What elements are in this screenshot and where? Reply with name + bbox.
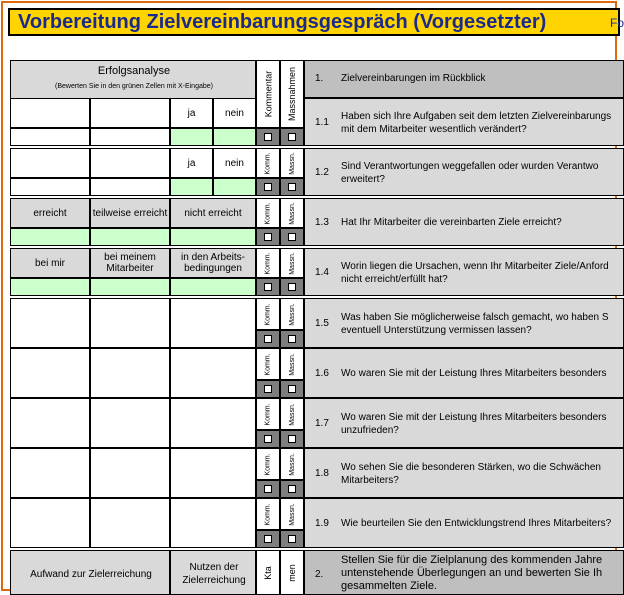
question-row-1 (304, 60, 624, 98)
question-number: 1.9 (315, 518, 329, 529)
question-text: Worin liegen die Ursachen, wenn Ihr Mitarbeiter Ziele/Anford (341, 261, 609, 272)
green-input-bei-mitarbeiter[interactable] (90, 278, 170, 296)
question-number: 1.5 (315, 318, 329, 329)
question-text: Wie beurteilen Sie den Entwicklungstrend Ihres Mitarbeiters? (341, 518, 612, 529)
aufwand-label: Aufwand zur Zielerreichung (30, 569, 152, 580)
question-text-line2: erweitert? (341, 174, 385, 185)
question-text-line2: untenstehende Überlegungen an und bewerten Sie Ih (341, 567, 603, 579)
question-text: Hat Ihr Mitarbeiter die vereinbarten Ziele erreicht? (341, 217, 562, 228)
komm-label: Komm. (256, 198, 280, 228)
question-text: Sind Verantwortungen weggefallen oder wurden Verantwo (341, 161, 599, 172)
massnahmen-checkbox[interactable] (280, 178, 304, 196)
question-row-1-3 (304, 198, 624, 246)
title-bar (8, 8, 624, 36)
input-cell[interactable] (10, 128, 90, 146)
kommentar-checkbox[interactable] (256, 330, 280, 348)
question-number: 1.6 (315, 368, 329, 379)
komm-label: Komm. (256, 248, 280, 278)
kommentar-checkbox[interactable] (256, 128, 280, 146)
komm-label: Komm. (256, 348, 280, 380)
empty-cell (10, 148, 90, 178)
teilweise-erreicht-label: teilweise erreicht (90, 198, 170, 228)
komm-label: Komm. (256, 148, 280, 178)
question-number: 1.1 (315, 117, 329, 128)
question-row-9 (304, 498, 624, 548)
komm-label: Komm. (256, 448, 280, 480)
nicht-erreicht-label: nicht erreicht (170, 198, 256, 228)
massn-label: Massn. (280, 498, 304, 530)
massn-label: Massn. (280, 448, 304, 480)
erreicht-label: erreicht (10, 198, 90, 228)
question-text: Haben sich Ihre Aufgaben seit dem letzten Zielvereinbarungs (341, 111, 612, 122)
green-input-arbeitsbedingungen[interactable] (170, 278, 256, 296)
massnahmen-checkbox[interactable] (280, 278, 304, 296)
input-cell[interactable] (90, 348, 170, 398)
kommentar-checkbox[interactable] (256, 228, 280, 246)
question-row-1-1 (304, 98, 624, 146)
komm-label: Komm. (256, 498, 280, 530)
massn-label: Massn. (280, 148, 304, 178)
question-text-line3: gesammelten Ziele. (341, 580, 437, 592)
input-cell[interactable] (10, 448, 90, 498)
question-number: 2. (315, 569, 324, 580)
input-cell[interactable] (90, 178, 170, 196)
input-cell[interactable] (90, 298, 170, 348)
question-number: 1.3 (315, 217, 329, 228)
empty-cell (90, 98, 170, 128)
empty-cell (10, 98, 90, 128)
kommentar-checkbox[interactable] (256, 178, 280, 196)
green-input-nein[interactable] (213, 128, 256, 146)
input-cell[interactable] (170, 498, 256, 548)
massnahmen-label-row2: men (280, 550, 304, 595)
nutzen-label: Nutzen der Zielerreichung (182, 562, 246, 586)
input-cell[interactable] (90, 128, 170, 146)
input-cell[interactable] (170, 398, 256, 448)
komm-label: Komm. (256, 298, 280, 330)
question-text-line2: eventuell Unterstützung vermissen lassen? (341, 325, 532, 336)
bei-mitarbeiter-label: bei meinem Mitarbeiter (90, 248, 170, 278)
question-text: Wo waren Sie mit der Leistung Ihres Mitarbeiters besonders (341, 412, 607, 423)
nutzen-cell (170, 550, 256, 595)
input-cell[interactable] (10, 398, 90, 448)
question-row-1-2 (304, 148, 624, 196)
question-text: Stellen Sie für die Zielplanung des kommenden Jahre (341, 554, 603, 566)
input-cell[interactable] (90, 498, 170, 548)
analysis-title: Erfolgsanalyse (97, 65, 171, 77)
green-input-ja[interactable] (170, 178, 213, 196)
kommentar-checkbox[interactable] (256, 278, 280, 296)
massnahmen-checkbox[interactable] (280, 430, 304, 448)
nein-label: nein (213, 148, 256, 178)
input-cell[interactable] (10, 498, 90, 548)
empty-cell (90, 148, 170, 178)
input-cell[interactable] (10, 298, 90, 348)
question-row-8 (304, 448, 624, 498)
green-input-nicht-erreicht[interactable] (170, 228, 256, 246)
massnahmen-checkbox[interactable] (280, 530, 304, 548)
kommentar-checkbox[interactable] (256, 380, 280, 398)
title-right-text: Fo (610, 16, 624, 30)
bei-mir-label: bei mir (10, 248, 90, 278)
massnahmen-checkbox[interactable] (280, 228, 304, 246)
question-number: 1.4 (315, 267, 329, 278)
nein-label: nein (213, 98, 256, 128)
question-text-line2: nicht erreicht/erfüllt hat? (341, 274, 448, 285)
input-cell[interactable] (170, 298, 256, 348)
input-cell[interactable] (170, 348, 256, 398)
question-text-line2: mit dem Mitarbeiter wesentlich verändert? (341, 124, 527, 135)
page-title: Vorbereitung Zielvereinbarungsgespräch (Vorgesetzter) (18, 11, 547, 33)
question-row-6 (304, 348, 624, 398)
kommentar-label-row2: Kta (256, 550, 280, 595)
green-input-ja[interactable] (170, 128, 213, 146)
green-input-nein[interactable] (213, 178, 256, 196)
question-text: Zielvereinbarungen im Rückblick (341, 73, 486, 84)
massn-label: Massn. (280, 298, 304, 330)
massnahmen-checkbox[interactable] (280, 330, 304, 348)
input-cell[interactable] (90, 398, 170, 448)
input-cell[interactable] (170, 448, 256, 498)
question-text: Was haben Sie möglicherweise falsch gemacht, wo haben S (341, 312, 609, 323)
ja-label: ja (170, 98, 213, 128)
massnahmen-checkbox[interactable] (280, 480, 304, 498)
input-cell[interactable] (10, 348, 90, 398)
question-row-7 (304, 398, 624, 448)
komm-label: Komm. (256, 398, 280, 430)
green-input-teilweise[interactable] (90, 228, 170, 246)
input-cell[interactable] (90, 448, 170, 498)
massn-label: Massn. (280, 198, 304, 228)
question-text-line2: Mitarbeiters? (341, 475, 399, 486)
green-input-bei-mir[interactable] (10, 278, 90, 296)
green-input-erreicht[interactable] (10, 228, 90, 246)
question-text: Wo waren Sie mit der Leistung Ihres Mitarbeiters besonders (341, 368, 607, 379)
massn-label: Massn. (280, 348, 304, 380)
kommentar-checkbox[interactable] (256, 430, 280, 448)
column-header-kommentar: Kommentar (256, 60, 280, 128)
ja-label: ja (170, 148, 213, 178)
aufwand-cell (10, 550, 170, 595)
kommentar-checkbox[interactable] (256, 530, 280, 548)
question-row-2 (304, 550, 624, 595)
question-number: 1. (315, 73, 324, 84)
analysis-subtitle: (Bewerten Sie in den grünen Zellen mit X-Eingabe) (55, 83, 213, 90)
question-number: 1.7 (315, 418, 329, 429)
kommentar-checkbox[interactable] (256, 480, 280, 498)
input-cell[interactable] (10, 178, 90, 196)
question-text: Wo sehen Sie die besonderen Stärken, wo die Schwächen (341, 462, 601, 473)
question-row-1-4 (304, 248, 624, 296)
massn-label: Massn. (280, 398, 304, 430)
question-text-line2: unzufrieden? (341, 425, 399, 436)
massn-label: Massn. (280, 248, 304, 278)
question-number: 1.8 (315, 468, 329, 479)
column-header-massnahmen: Massnahmen (280, 60, 304, 128)
question-row-5 (304, 298, 624, 348)
massnahmen-checkbox[interactable] (280, 380, 304, 398)
question-number: 1.2 (315, 167, 329, 178)
arbeitsbedingungen-label: in den Arbeits-bedingungen (170, 248, 256, 278)
massnahmen-checkbox[interactable] (280, 128, 304, 146)
